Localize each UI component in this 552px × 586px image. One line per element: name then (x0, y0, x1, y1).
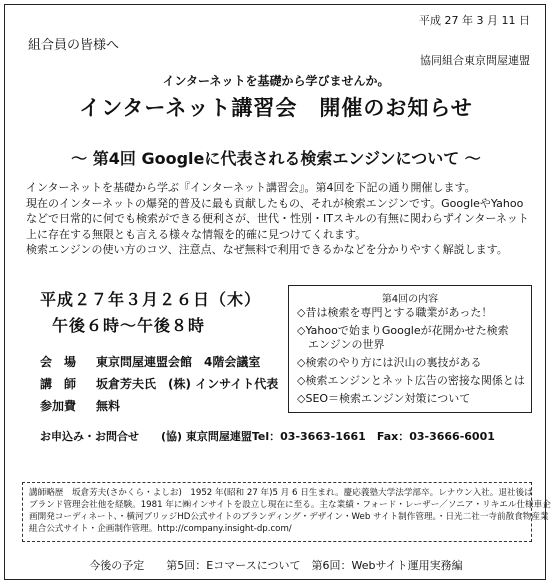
contents-item: エンジンの世界 (297, 338, 385, 351)
lecturer-row (40, 375, 278, 392)
fee-label: 参加費 (40, 399, 77, 413)
contents-box (288, 285, 532, 413)
page-subtitle: ～ 第4回 Googleに代表される検索エンジンについて ～ (71, 149, 481, 168)
fee-row (40, 397, 120, 414)
contact-line: お申込み・お問合せ (協) 東京問屋連盟Tel：03-3663-1661 Fax：03-3666-6001 (40, 430, 495, 443)
profile-line: 組合公式サイト・企画制作管理。http://company.insight-dp.com/ (29, 524, 292, 534)
contents-item: ◇昔は検索を専門とする職業があった！ (297, 306, 493, 319)
lecturer-profile (22, 482, 551, 542)
contents-item: ◇検索のやり方には沢山の裏技がある (297, 356, 482, 369)
lecturer-label: 講 師 (40, 377, 77, 391)
lead-text: インターネットを基礎から学びませんか。 (162, 74, 390, 88)
profile-line: ブランド管理会社他を経験。1981 年に㈱インサイトを設立し現在に至る。主な業績・フォード・レーザー／ソニア・リキエル仕様車企 (29, 500, 551, 510)
lecturer-value: 坂倉芳夫氏 (株) インサイト代表 (96, 377, 279, 391)
intro-line: 現在のインターネットの爆発的普及に最も貢献したもの、それが検索エンジンです。GoogleやYahoo (26, 196, 524, 210)
event-time: 午後６時～午後８時 (52, 316, 206, 335)
contents-title: 第4回の内容 (381, 294, 439, 305)
event-date: 平成２７年３月２６日（木） (40, 290, 262, 309)
venue-row (40, 353, 260, 370)
intro-body (26, 180, 530, 258)
issue-date: 平成 27 年 3 月 11 日 (419, 14, 530, 27)
profile-line: 画開発コーディネート、・横河ブリッジHD公式サイトのブランディング・デザイン・Web サイト制作管理。・日光二社一寺前散食物産業 (29, 512, 549, 522)
intro-line: インターネットを基礎から学ぶ『インターネット講習会』。第4回を下記の通り開催します。 (26, 181, 476, 194)
page-title: インターネット講習会 開催のお知らせ (79, 96, 473, 120)
contents-item: ◇検索エンジンとネット広告の密接な関係とは (297, 374, 525, 387)
sender: 協同組合東京問屋連盟 (420, 54, 530, 67)
venue-label: 会 場 (40, 355, 77, 369)
intro-line: 上に存在する無限とも言える様々な情報を的確に見つけてくれます。 (26, 227, 367, 241)
intro-line: 検索エンジンの使い方のコツ、注意点、なぜ無料で利用できるかなどを分かりやすく解説します。 (26, 243, 508, 256)
contents-item: ◇SEO＝検索エンジン対策について (297, 392, 471, 405)
fee-value: 無料 (96, 399, 121, 413)
intro-line: などで日常的に何でも検索ができる便利さが、世代・性別・ITスキルの有無に関わらずインターネット (26, 212, 529, 225)
contents-item: ◇Yahooで始まりGoogleが花開かせた検索 (297, 324, 509, 337)
profile-line: 講師略歴 坂倉芳夫(さかくら・よしお) 1952 年(昭和 27 年)5 月 6 日生まれ。慶応義塾大学法学部卒。レナウン入社。退社後は (29, 488, 533, 498)
venue-value: 東京問屋連盟会館 4階会議室 (96, 355, 261, 369)
future-schedule: 今後の予定 第5回：Eコマースについて 第6回：Webサイト運用実務編 (89, 559, 463, 572)
addressee: 組合員の皆様へ (28, 38, 120, 53)
